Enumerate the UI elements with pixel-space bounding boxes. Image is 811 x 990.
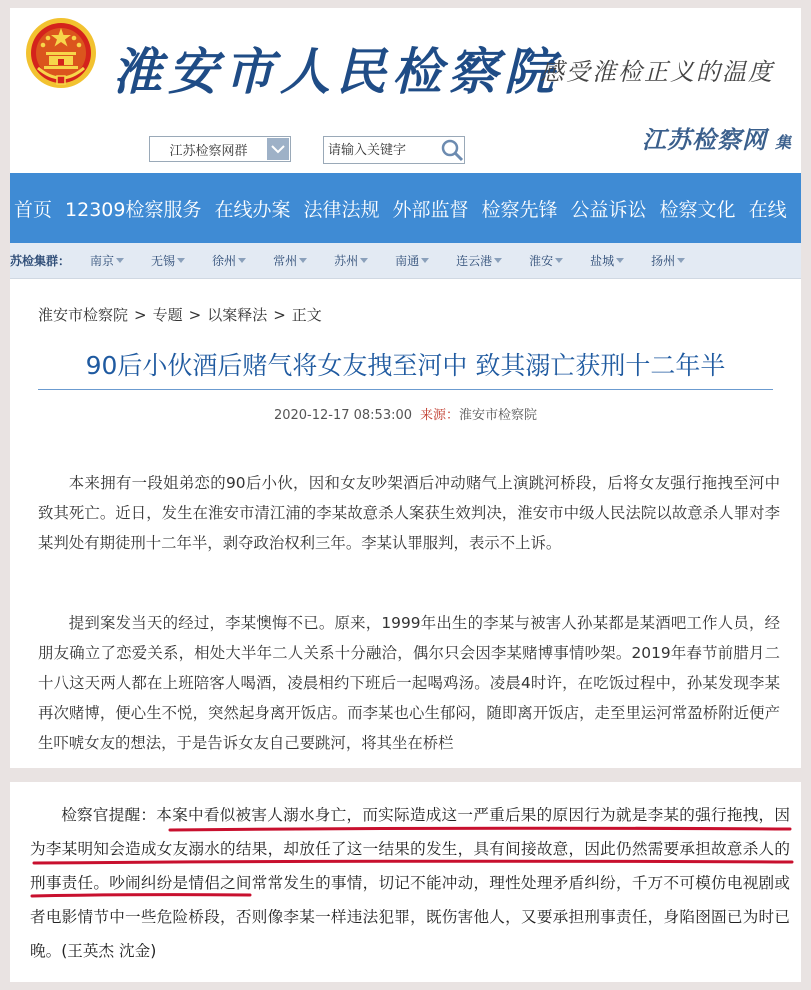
city-link-wuxi[interactable] <box>151 252 185 269</box>
city-label: 淮安 <box>529 254 554 268</box>
city-label: 苏州 <box>334 254 359 268</box>
article-source-label: 来源： <box>420 408 460 423</box>
reminder-lead: 检察官提醒： <box>61 806 157 824</box>
city-link-yangzhou[interactable] <box>651 252 685 269</box>
search-bar <box>323 136 465 164</box>
chevron-down-icon <box>494 258 502 263</box>
article-title: 90后小伙酒后赌气将女友拽至河中 致其溺亡获刑十二年半 <box>38 346 773 390</box>
breadcrumb-separator: > <box>134 306 147 324</box>
nav-item-12309[interactable]: 12309检察服务 <box>65 198 202 221</box>
city-cluster-label: 苏检集群： <box>10 254 71 268</box>
nav-item-supervision[interactable]: 外部监督 <box>392 198 469 221</box>
city-link-changzhou[interactable] <box>273 252 307 269</box>
chevron-down-icon <box>555 258 563 263</box>
article-date: 2020-12-17 08:53:00 <box>273 408 413 423</box>
nav-item-culture[interactable]: 检察文化 <box>659 198 736 221</box>
city-cluster-nav <box>10 243 801 279</box>
breadcrumb <box>38 304 322 325</box>
network-logo[interactable] <box>642 120 792 155</box>
city-link-suzhou[interactable] <box>334 252 368 269</box>
city-link-nantong[interactable] <box>395 252 429 269</box>
network-logo-text: 江苏检察网 <box>642 125 767 154</box>
nav-item-pioneers[interactable]: 检察先锋 <box>481 198 558 221</box>
breadcrumb-home[interactable]: 淮安市检察院 <box>38 306 129 324</box>
article-paragraph-2: 提到案发当天的经过，李某懊悔不已。原来，1999年出生的李某与被害人孙某都是某酒吧工作人员，经朋友确立了恋爱关系，相处大半年二人关系十分融洽，偶尔只会因李某赌博事情吵架。2019年春节前腊月二十八这天两人都在上班陪客人喝酒，凌晨相约下班后一起喝鸡汤。凌晨4时许，在吃饭过程中，孙某发现李某再次赌博，便心生不悦，突然起身离开饭店。而李某也心生郁闷，随即离开饭店，走至里运河常盈桥附近便产生吓唬女友的想法，于是告诉女友自己要跳河，将其坐在桥栏 <box>38 614 780 752</box>
city-label: 南京 <box>90 254 115 268</box>
prosecutor-reminder-card <box>10 782 801 982</box>
city-label: 徐州 <box>212 254 237 268</box>
site-slogan: 感受淮检正义的温度 <box>540 58 774 86</box>
chevron-down-icon <box>177 258 185 263</box>
city-label: 连云港 <box>456 254 493 268</box>
chevron-down-icon <box>421 258 429 263</box>
site-group-select[interactable] <box>149 136 291 162</box>
city-label: 南通 <box>395 254 420 268</box>
breadcrumb-current: 正文 <box>291 306 322 324</box>
website-screenshot <box>10 8 801 768</box>
city-link-yancheng[interactable] <box>590 252 624 269</box>
article-paragraph-1: 本来拥有一段姐弟恋的90后小伙，因和女友吵架酒后冲动赌气上演跳河桥段，后将女友强行拖拽至河中致其死亡。近日，发生在淮安市清江浦的李某故意杀人案获生效判决，淮安市中级人民法院以故意杀人罪对李某判处有期徒刑十二年半，剥夺政治权利三年。李某认罪服判，表示不上诉。 <box>38 474 780 552</box>
main-nav <box>10 173 801 243</box>
site-header <box>10 8 801 180</box>
national-emblem-icon <box>24 16 98 90</box>
reminder-emphasis: 本案中看似被害人溺水身亡，而实际造成这一严重后果的原因行为就是李某的强行拖拽，因为李某明知会造成女友溺水的结果，却放任了这一结果的发生，具有间接故意，因此仍然需要承担故意杀人的刑事责任。 <box>30 806 790 892</box>
reminder-rest: 吵闹纠纷是情侣之间常常发生的事情，切记不能冲动，理性处理矛盾纠纷，千万不可模仿电视剧或者电影情节中一些危险桥段，否则像李某一样违法犯罪，既伤害他人，又要承担刑事责任，身陷囹圄已为时已晚。(王英杰 沈金) <box>30 874 790 960</box>
nav-item-online[interactable]: 在线 <box>748 198 787 221</box>
city-link-lianyungang[interactable] <box>456 252 502 269</box>
nav-item-public-interest[interactable]: 公益诉讼 <box>570 198 647 221</box>
site-group-select-value: 江苏检察网群 <box>169 143 248 159</box>
article-source: 淮安市检察院 <box>459 408 538 423</box>
city-link-huaian[interactable] <box>529 252 563 269</box>
breadcrumb-separator: > <box>188 306 202 324</box>
city-label: 盐城 <box>590 254 615 268</box>
site-title: 淮安市人民检察院 <box>112 42 560 101</box>
breadcrumb-topic[interactable]: 专题 <box>152 306 183 324</box>
chevron-down-icon <box>238 258 246 263</box>
nav-item-home[interactable]: 首页 <box>14 198 53 221</box>
city-link-xuzhou[interactable] <box>212 252 246 269</box>
chevron-down-icon <box>299 258 307 263</box>
network-logo-sub: 集 <box>775 133 793 152</box>
chevron-down-icon <box>360 258 368 263</box>
search-icon[interactable] <box>440 138 464 162</box>
city-label: 无锡 <box>151 254 176 268</box>
prosecutor-reminder <box>30 798 790 968</box>
chevron-down-icon <box>677 258 685 263</box>
chevron-down-icon <box>116 258 124 263</box>
city-label: 常州 <box>273 254 298 268</box>
nav-item-laws[interactable]: 法律法规 <box>303 198 380 221</box>
nav-item-online-case[interactable]: 在线办案 <box>214 198 291 221</box>
breadcrumb-separator: > <box>273 306 286 324</box>
chevron-down-icon <box>616 258 624 263</box>
city-label: 扬州 <box>651 254 676 268</box>
breadcrumb-section[interactable]: 以案释法 <box>207 306 268 324</box>
article-meta <box>10 404 801 423</box>
search-input[interactable] <box>328 138 438 162</box>
chevron-down-icon[interactable] <box>267 138 289 160</box>
city-link-nanjing[interactable] <box>90 252 124 269</box>
